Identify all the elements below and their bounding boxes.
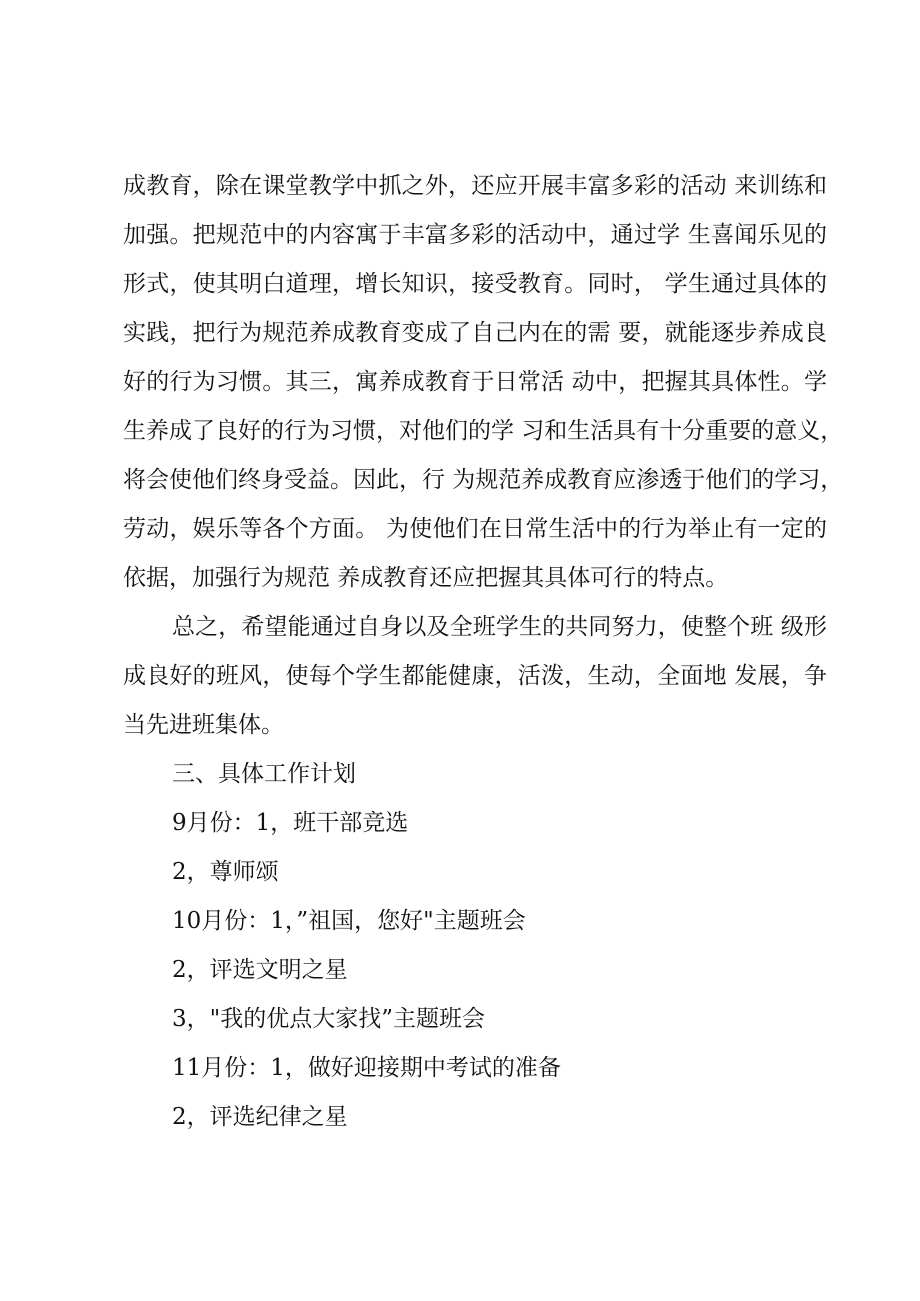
plan-item: 2，尊师颂 — [172, 859, 279, 885]
plan-item: 9月份：1，班干部竞选 — [172, 810, 409, 836]
paragraph-1-line-7: 将会使他们终身受益。因此，行 为规范养成教育应渗透于他们的学习， — [123, 467, 844, 493]
paragraph-1-line-3: 形式，使其明白道理，增长知识，接受教育。同时， 学生通过具体的 — [123, 271, 827, 297]
plan-item: 3，"我的优点大家找”主题班会 — [172, 1006, 485, 1032]
paragraph-1-line-4: 实践，把行为规范养成教育变成了自己内在的需 要，就能逐步养成良 — [123, 320, 827, 346]
paragraph-2-line-3: 当先进班集体。 — [123, 712, 284, 738]
paragraph-1-line-1: 成教育，除在课堂教学中抓之外，还应开展丰富多彩的活动 来训练和 — [123, 173, 827, 199]
plan-item: 2，评选纪律之星 — [172, 1104, 348, 1130]
paragraph-1-line-8: 劳动，娱乐等各个方面。 为使他们在日常生活中的行为举止有一定的 — [123, 516, 827, 542]
plan-item: 2，评选文明之星 — [172, 957, 348, 983]
paragraph-1-line-6: 生养成了良好的行为习惯，对他们的学 习和生活具有十分重要的意义， — [123, 418, 844, 444]
paragraph-1-line-2: 加强。把规范中的内容寓于丰富多彩的活动中，通过学 生喜闻乐见的 — [123, 222, 827, 248]
plan-item: 10月份：1，”祖国，您好"主题班会 — [172, 908, 526, 934]
section-heading: 三、具体工作计划 — [172, 761, 356, 787]
paragraph-2-line-1: 总之，希望能通过自身以及全班学生的共同努力，使整个班 级形 — [172, 614, 827, 640]
plan-item: 11月份：1，做好迎接期中考试的准备 — [172, 1055, 561, 1081]
paragraph-1-line-9: 依据，加强行为规范 养成教育还应把握其具体可行的特点。 — [123, 565, 729, 591]
paragraph-2-line-2: 成良好的班风，使每个学生都能健康，活泼，生动，全面地 发展，争 — [123, 663, 827, 689]
paragraph-1-line-5: 好的行为习惯。其三，寓养成教育于日常活 动中，把握其具体性。学 — [123, 369, 827, 395]
